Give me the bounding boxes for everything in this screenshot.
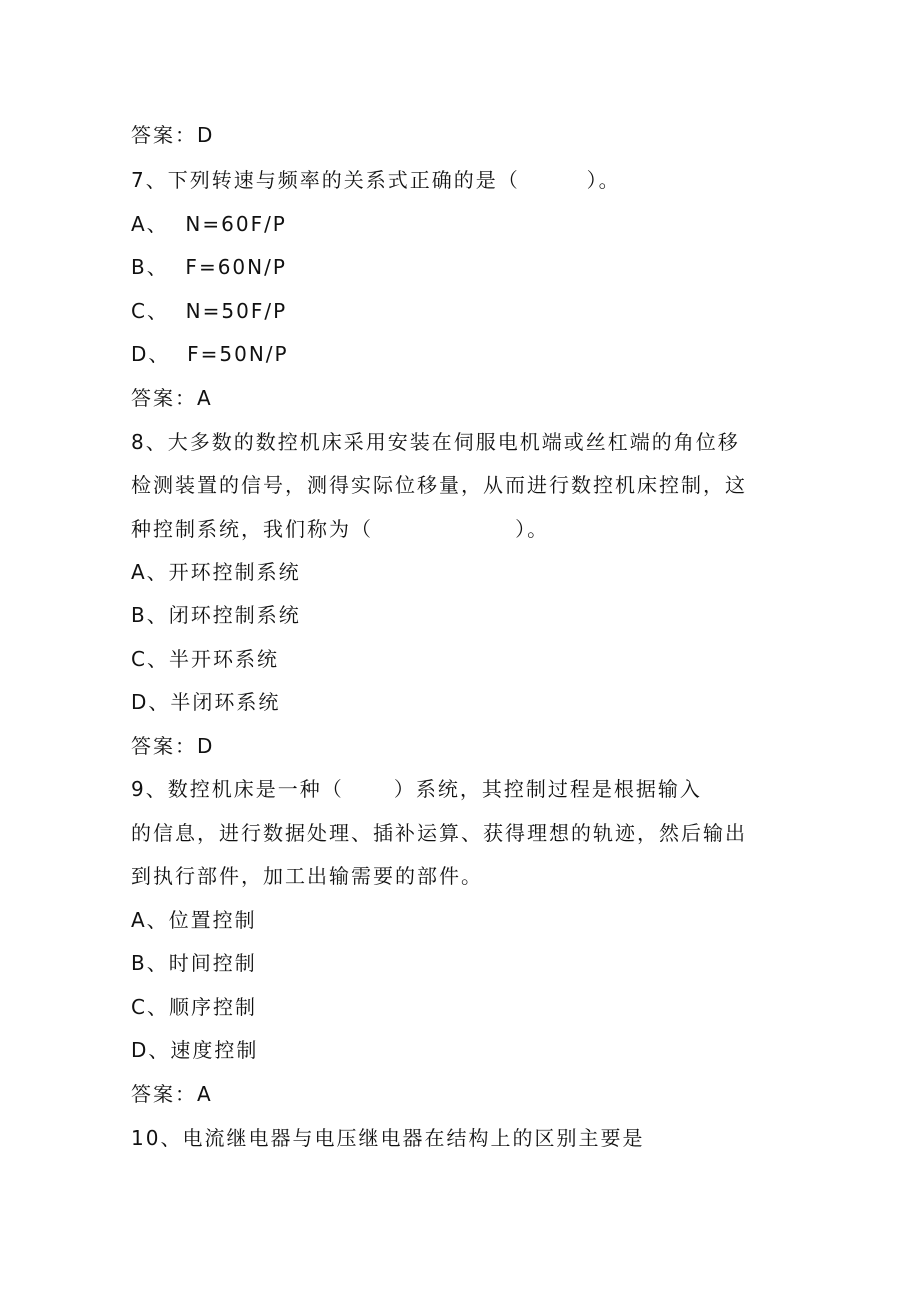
option-c: C、顺序控制 [131,995,257,1019]
option-a: A、位置控制 [131,908,257,932]
question-10: 10、电流继电器与电压继电器在结构上的区别主要是 [131,1126,645,1150]
question-9: 9、数控机床是一种（ ）系统，其控制过程是根据输入 [131,777,702,801]
answer-line: 答案：A [131,1082,213,1106]
question-9-continued: 到执行部件，加工出输需要的部件。 [131,864,483,888]
answer-line: 答案：D [131,123,215,147]
option-b: B、 F=60N/P [131,255,287,279]
option-b: B、闭环控制系统 [131,603,301,627]
option-c: C、半开环系统 [131,647,279,671]
option-a: A、开环控制系统 [131,560,301,584]
question-9-continued: 的信息，进行数据处理、插补运算、获得理想的轨迹，然后输出 [131,821,747,845]
answer-line: 答案：D [131,734,215,758]
option-d: D、 F=50N/P [131,342,289,366]
option-d: D、半闭环系统 [131,690,281,714]
question-7: 7、下列转速与频率的关系式正确的是（ ）。 [131,168,621,192]
question-8: 8、大多数的数控机床采用安装在伺服电机端或丝杠端的角位移 [131,430,740,454]
option-a: A、 N=60F/P [131,212,287,236]
option-b: B、时间控制 [131,951,257,975]
answer-line: 答案：A [131,386,213,410]
option-c: C、 N=50F/P [131,299,288,323]
option-d: D、速度控制 [131,1038,259,1062]
question-8-continued: 种控制系统，我们称为（ ）。 [131,517,550,541]
question-8-continued: 检测装置的信号，测得实际位移量，从而进行数控机床控制，这 [131,473,747,497]
